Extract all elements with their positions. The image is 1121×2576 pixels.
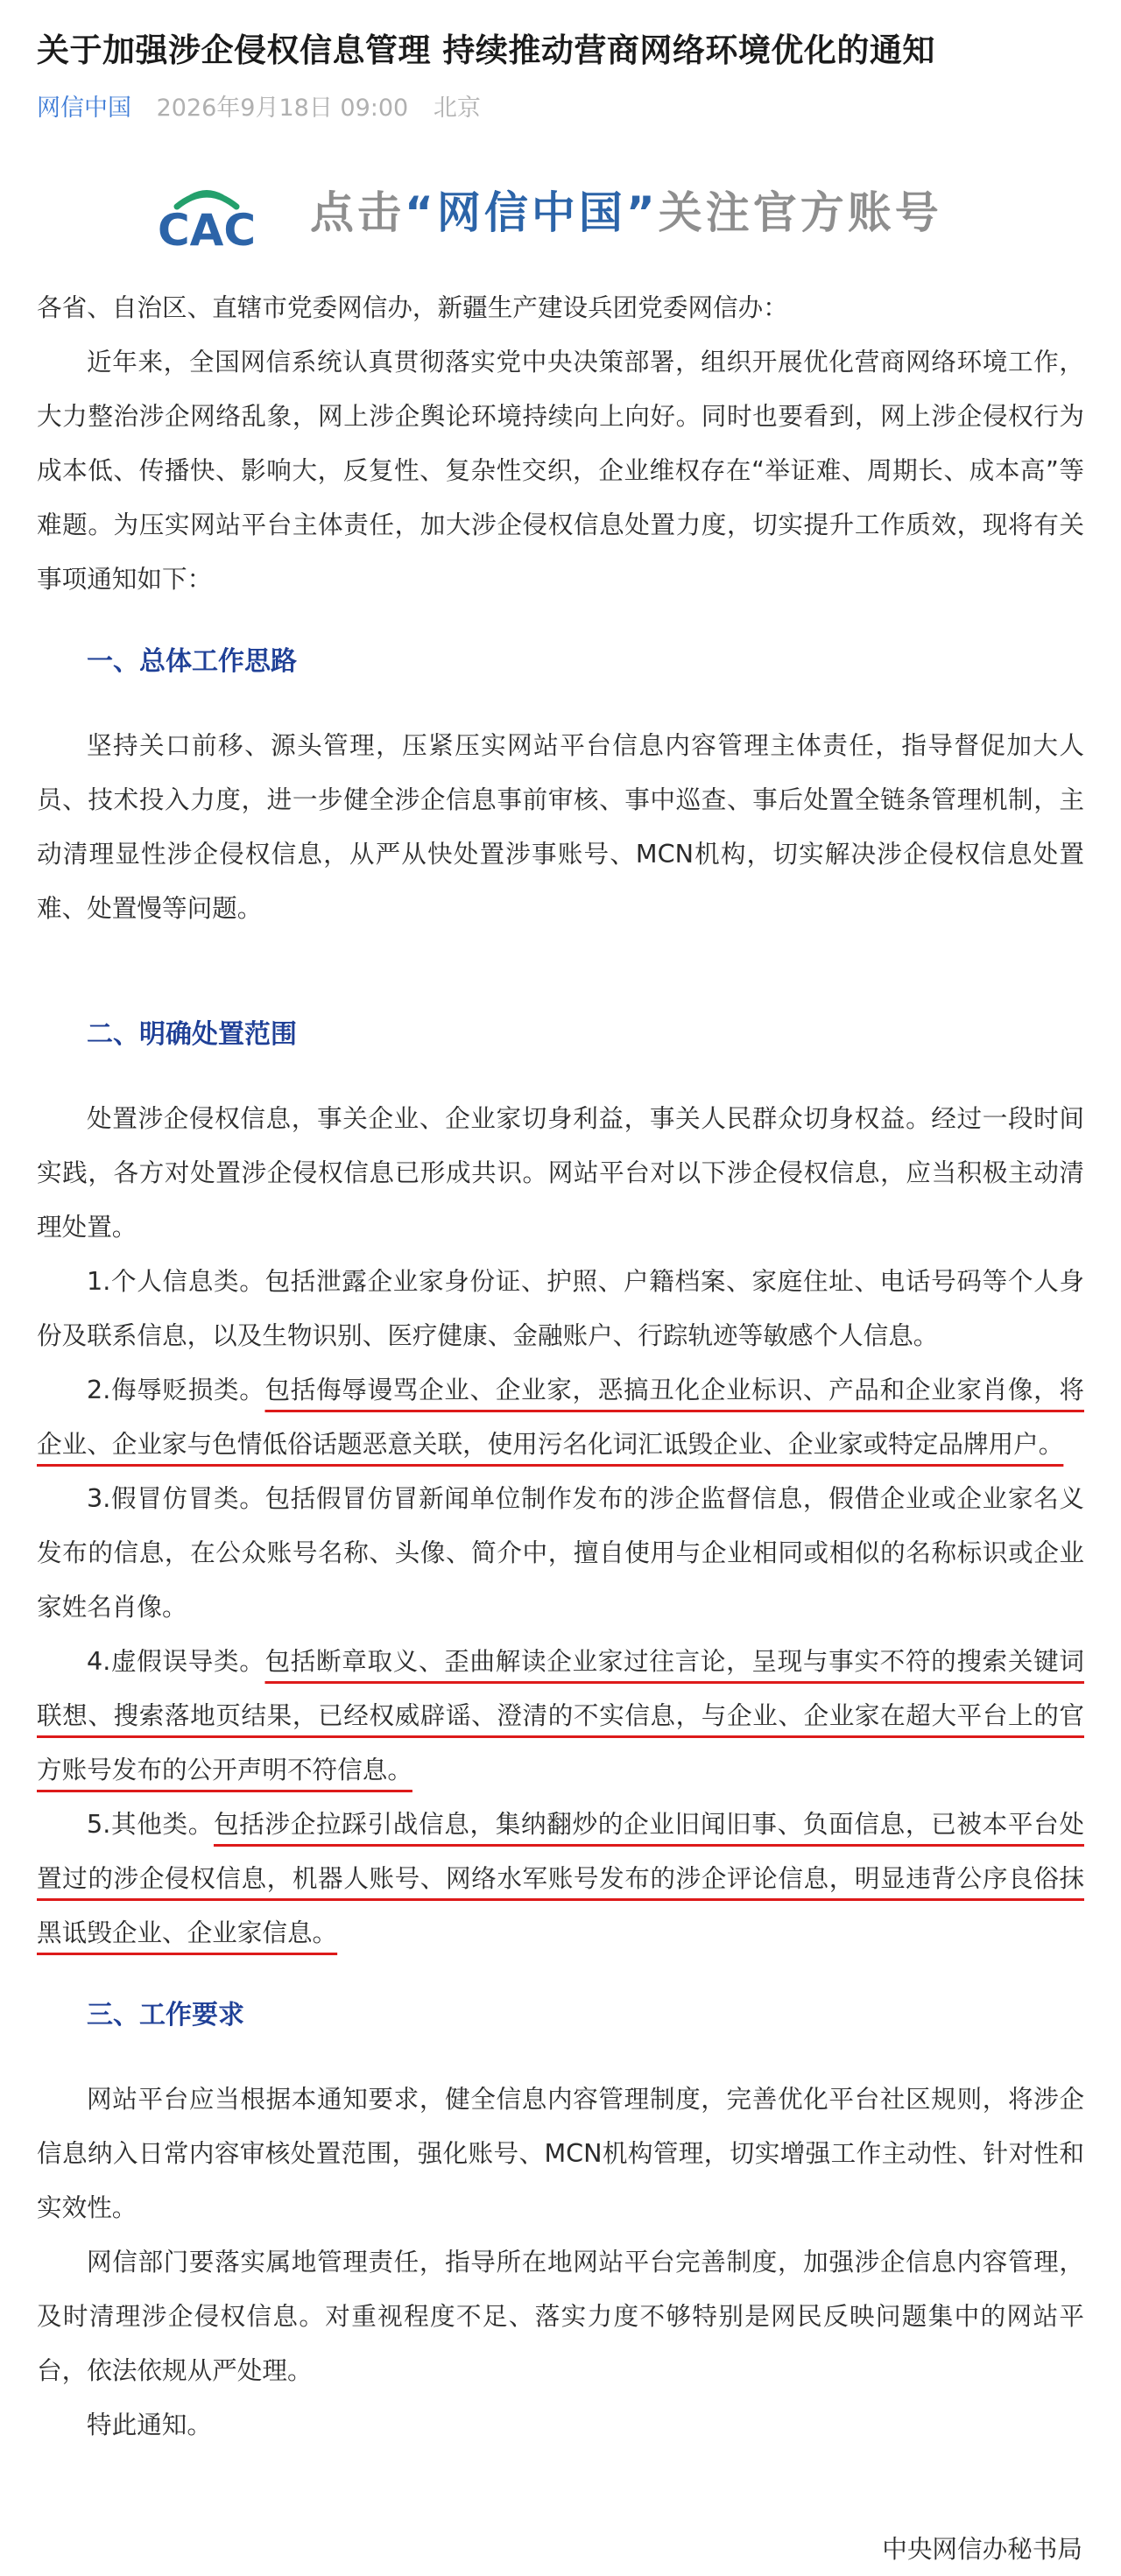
salutation: 各省、自治区、直辖市党委网信办，新疆生产建设兵团党委网信办： bbox=[37, 292, 788, 322]
publish-location: 北京 bbox=[433, 95, 481, 122]
source-link[interactable]: 网信中国 bbox=[37, 95, 131, 122]
underlined-text: 包括涉企拉踩引战信息，集纳翻炒的企业旧闻旧事、负面信息，已被本平台处置过的涉企侵权信息，机器人账号、网络水军账号发布的涉企评论信息，明显违背公序良俗抹黑诋毁企业、企业家信息。 bbox=[37, 1809, 1084, 1947]
item-lead: 4.虚假误导类。 bbox=[87, 1646, 265, 1676]
slogan-prefix: 点击 bbox=[310, 187, 405, 238]
signature: 中央网信办秘书局 bbox=[882, 2534, 1082, 2564]
cac-logo-icon bbox=[140, 161, 273, 257]
list-item-impersonation: 3.假冒仿冒类。包括假冒仿冒新闻单位制作发布的涉企监督信息，假借企业或企业家名义发布的信息，在公众账号名称、头像、简介中，擅自使用与企业相同或相似的名称标识或企业家姓名肖像。 bbox=[37, 1483, 1084, 1622]
list-item-misleading bbox=[37, 1634, 1084, 1797]
follow-banner[interactable] bbox=[140, 161, 1016, 257]
section-heading-1: 一、总体工作思路 bbox=[87, 646, 297, 677]
closing-line: 特此通知。 bbox=[87, 2410, 212, 2439]
article-meta bbox=[37, 91, 481, 126]
section-heading-3: 三、工作要求 bbox=[87, 2000, 244, 2031]
section-3-paragraph-1: 网站平台应当根据本通知要求，健全信息内容管理制度，完善优化平台社区规则，将涉企信息纳入日常内容审核处置范围，强化账号、MCN机构管理，切实增强工作主动性、针对性和实效性。 bbox=[37, 2084, 1084, 2222]
section-2-paragraph: 处置涉企侵权信息，事关企业、企业家切身利益，事关人民群众切身权益。经过一段时间实践，各方对处置涉企侵权信息已形成共识。网站平台对以下涉企侵权信息，应当积极主动清理处置。 bbox=[37, 1103, 1084, 1242]
list-item-insult bbox=[37, 1362, 1084, 1471]
logo-text: CAC bbox=[157, 205, 257, 256]
underlined-text: 包括侮辱谩骂企业、企业家，恶搞丑化企业标识、产品和企业家肖像，将企业、企业家与色情低俗话题恶意关联，使用污名化词汇诋毁企业、企业家或特定品牌用户。 bbox=[37, 1375, 1084, 1459]
underlined-text: 包括断章取义、歪曲解读企业家过往言论，呈现与事实不符的搜索关键词联想、搜索落地页结果，已经权威辟谣、澄清的不实信息，与企业、企业家在超大平台上的官方账号发布的公开声明不符信息。 bbox=[37, 1646, 1084, 1784]
article-title: 关于加强涉企侵权信息管理 持续推动营商网络环境优化的通知 bbox=[37, 32, 935, 69]
intro-paragraph: 近年来，全国网信系统认真贯彻落实党中央决策部署，组织开展优化营商网络环境工作，大力整治涉企网络乱象，网上涉企舆论环境持续向上向好。同时也要看到，网上涉企侵权行为成本低、传播快、影响大，反复性、复杂性交织，企业维权存在“举证难、周期长、成本高”等难题。为压实网站平台主体责任，加大涉企侵权信息处置力度，切实提升工作质效，现将有关事项通知如下： bbox=[37, 347, 1084, 594]
section-heading-2: 二、明确处置范围 bbox=[87, 1019, 297, 1050]
publish-date: 2026年9月18日 09:00 bbox=[156, 95, 409, 122]
article-body bbox=[37, 280, 1084, 2576]
slogan-highlight: “网信中国” bbox=[405, 187, 659, 238]
banner-slogan bbox=[310, 178, 942, 241]
section-gap bbox=[37, 935, 1084, 979]
item-lead: 5.其他类。 bbox=[87, 1809, 214, 1839]
list-item-other bbox=[37, 1797, 1084, 1960]
list-item-personal-info: 1.个人信息类。包括泄露企业家身份证、护照、户籍档案、家庭住址、电话号码等个人身份及联系信息，以及生物识别、医疗健康、金融账户、行踪轨迹等敏感个人信息。 bbox=[37, 1266, 1084, 1350]
slogan-suffix: 关注官方账号 bbox=[658, 187, 942, 238]
item-lead: 2.侮辱贬损类。 bbox=[87, 1375, 265, 1404]
section-1-paragraph: 坚持关口前移、源头管理，压紧压实网站平台信息内容管理主体责任，指导督促加大人员、技术投入力度，进一步健全涉企信息事前审核、事中巡查、事后处置全链条管理机制，主动清理显性涉企侵权信息，从严从快处置涉事账号、MCN机构，切实解决涉企侵权信息处置难、处置慢等问题。 bbox=[37, 730, 1084, 923]
section-3-paragraph-2: 网信部门要落实属地管理责任，指导所在地网站平台完善制度，加强涉企信息内容管理，及时清理涉企侵权信息。对重视程度不足、落实力度不够特别是网民反映问题集中的网站平台，依法依规从严处理。 bbox=[37, 2247, 1084, 2385]
